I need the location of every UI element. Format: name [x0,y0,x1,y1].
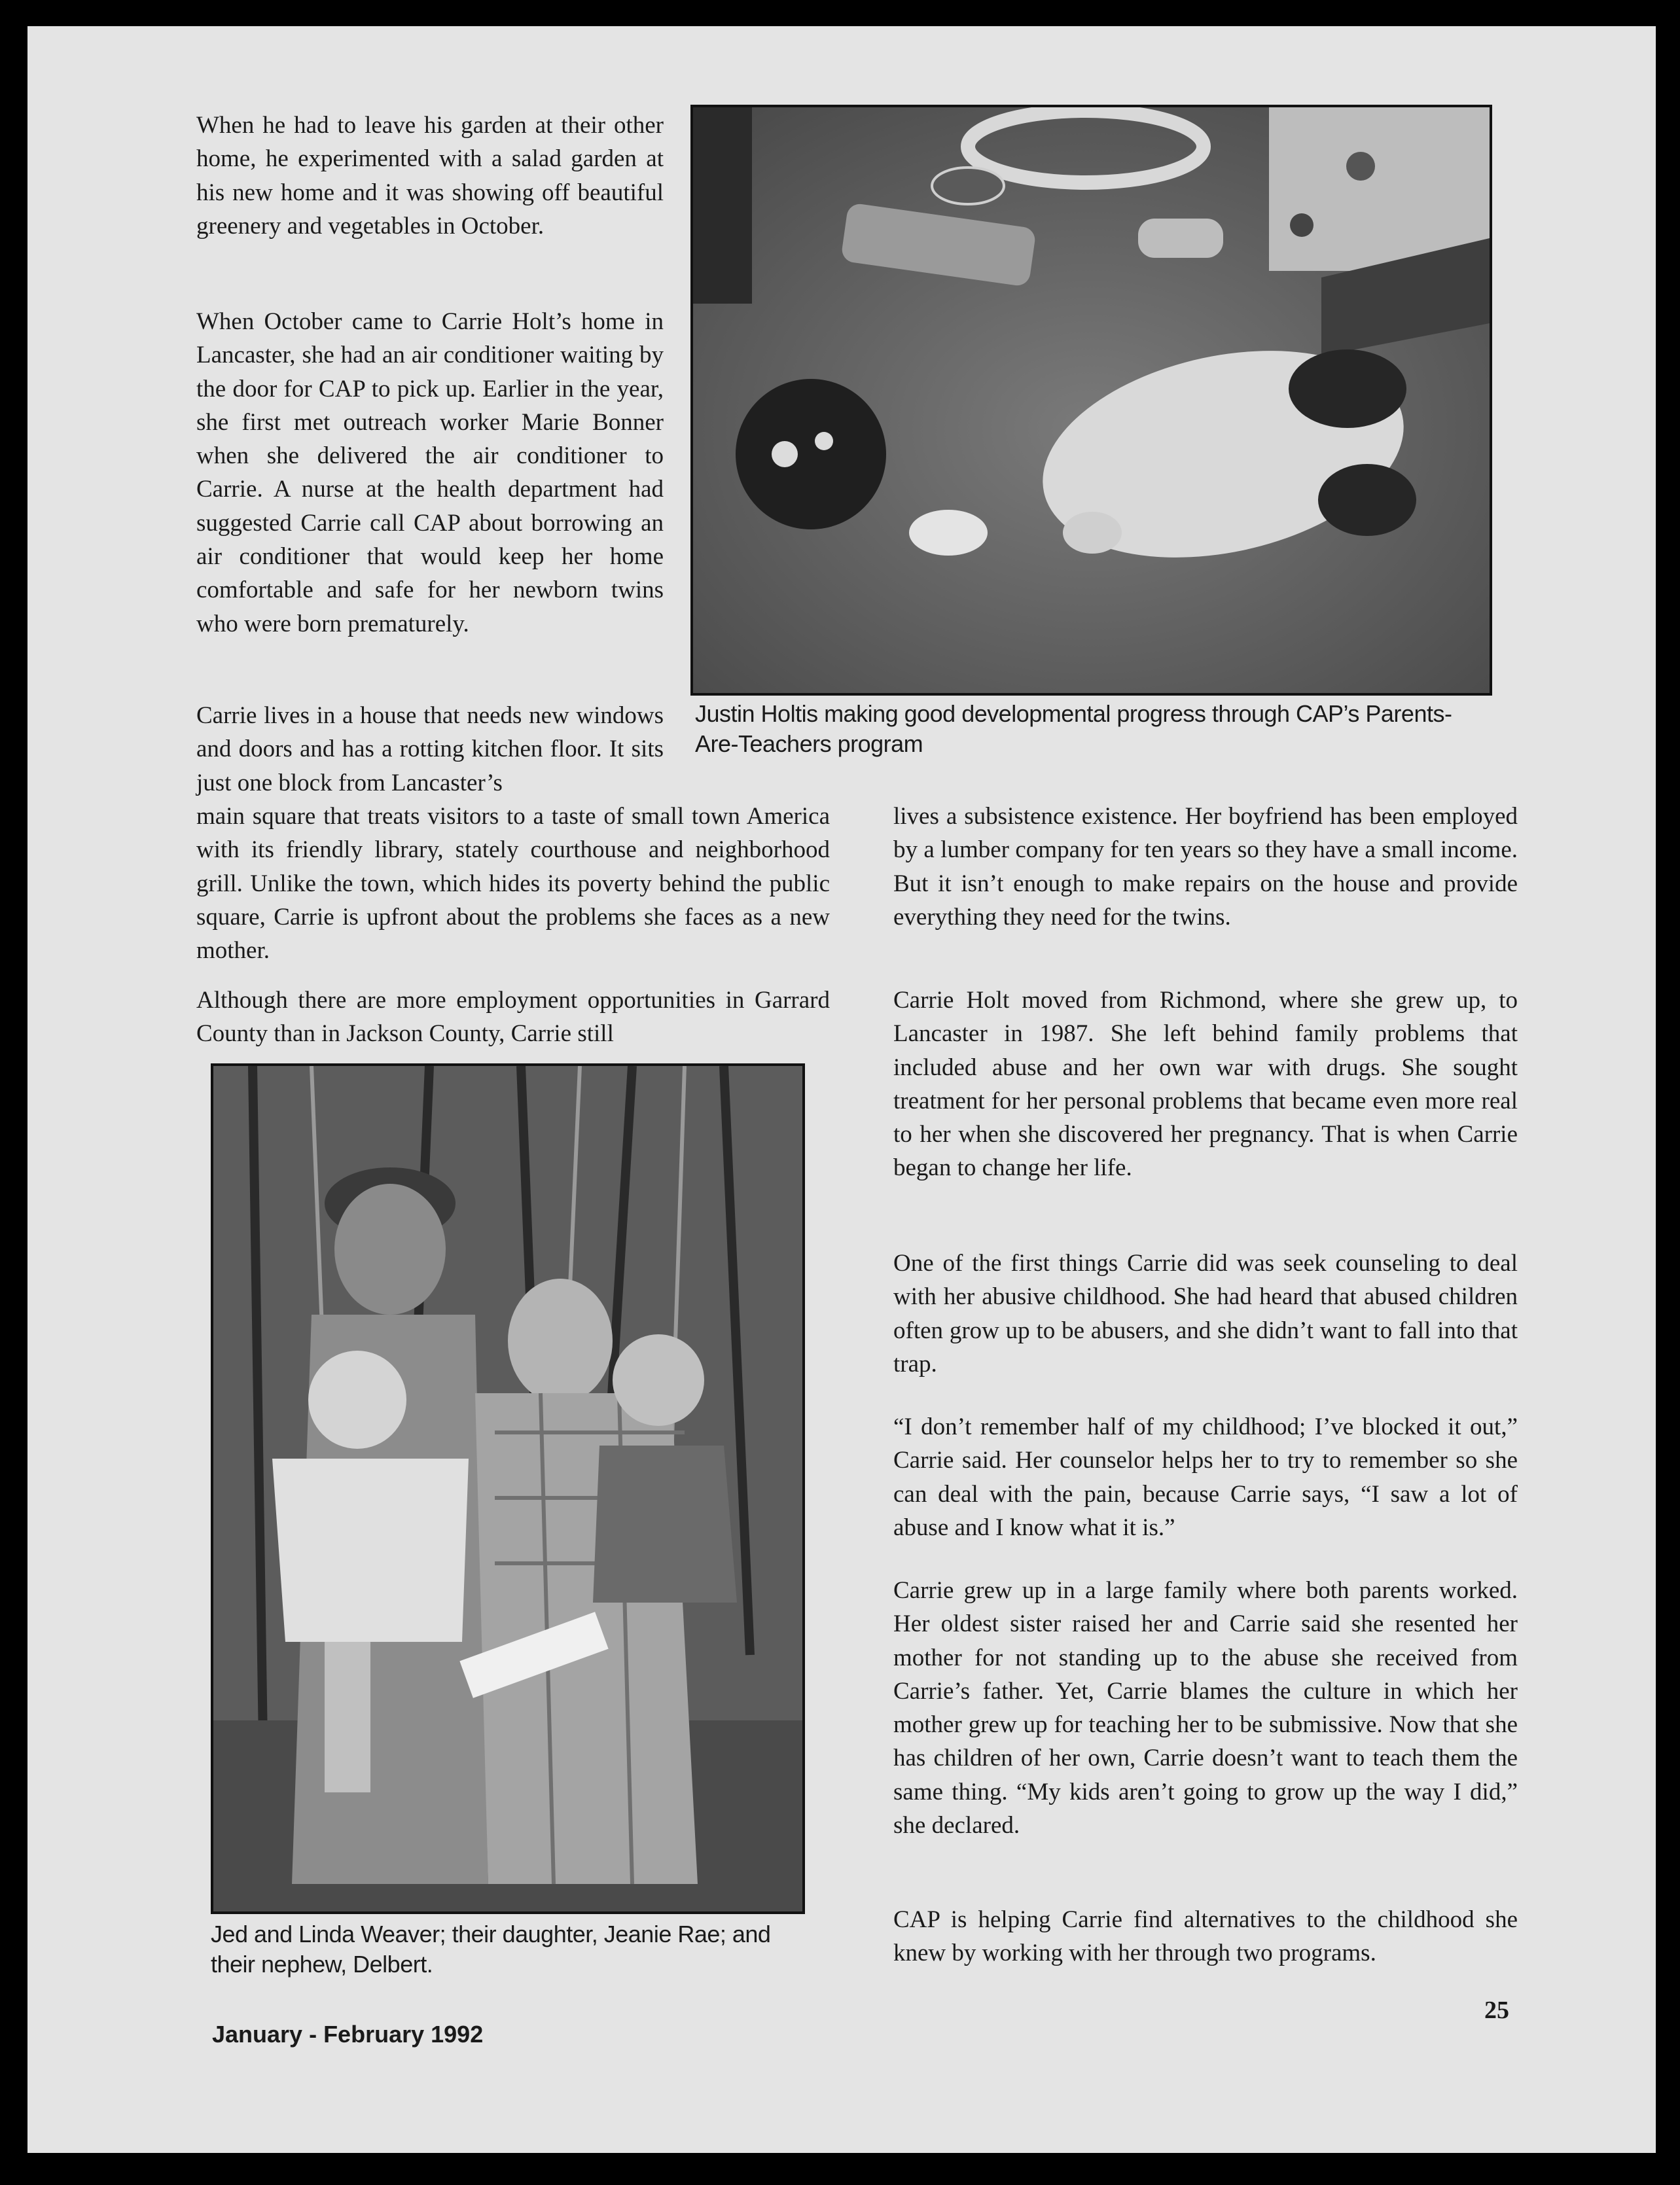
photo-caption-baby: Justin Holtis making good developmental progress through CAP’s Parents-Are-Teachers program [695,700,1452,757]
paragraph-large-family: Carrie grew up in a large family where both parents worked. Her oldest sister raised her and Carrie said she resented her mother for not standing up to the abuse she received from Carrie’s father. Yet, Carrie blames the culture in which her mother grew up for teaching her to be submissive. Now that she has children of her own, Carrie doesn’t want to teach them the same thing. “My kids aren’t going to grow up the way I did,” she declared. [893,1577,1518,1839]
issue-date: January - February 1992 [212,2021,484,2048]
page [27,26,1656,2153]
photo-caption-family: Jed and Linda Weaver; their daughter, Jeanie Rae; and their nephew, Delbert. [211,1921,771,1978]
paragraph-cap-helping: CAP is helping Carrie find alternatives to the childhood she knew by working with her through two programs. [893,1906,1518,1967]
photo-weaver-family [211,1063,805,1914]
paragraph-counseling: One of the first things Carrie did was seek counseling to deal with her abusive childhood. She had heard that abused children often grow up to be abusers, and she didn’t want to fall into that trap. [893,1250,1518,1377]
paragraph-house-needs: Carrie lives in a house that needs new windows and doors and has a rotting kitchen floor. It sits just one block from Lancaster’s [196,702,664,796]
paragraph-main-square: main square that treats visitors to a taste of small town America with its friendly library, stately courthouse and neighborhood grill. Unlike the town, which hides its poverty behind the public square, Carrie is upfront about the problems she faces as a new mother. [196,803,830,965]
paragraph-quote-childhood: “I don’t remember half of my childhood; I’ve blocked it out,” Carrie said. Her counselor helps her to try to remember so she can deal with the pain, because Carrie says, “I saw a lot of abuse and I know what it is.” [893,1413,1518,1541]
paragraph-employment: Although there are more employment opportunities in Garrard County than in Jackson County, Carrie still [196,987,830,1048]
paragraph-subsistence: lives a subsistence existence. Her boyfriend has been employed by a lumber company for ten years so they have a small income. But it isn’t enough to make repairs on the house and provide everything they need for the twins. [893,803,1518,931]
paragraph-air-conditioner: When October came to Carrie Holt’s home in Lancaster, she had an air conditioner waiting by the door for CAP to pick up. Earlier in the year, she first met outreach worker Marie Bonner when she delivered the air conditioner to Carrie. A nurse at the health department had suggested Carrie call CAP about borrowing an air conditioner that would keep her home comfortable and safe for her newborn twins who were born prematurely. [196,308,664,637]
baby-photo-image [693,107,1490,693]
family-photo-image [213,1066,802,1911]
photo-baby-on-floor [690,105,1492,696]
paragraph-moved-from-richmond: Carrie Holt moved from Richmond, where she grew up, to Lancaster in 1987. She left behind family problems that included abuse and her own war with drugs. She sought treatment for her personal problems that became even more real to her when she discovered her pregnancy. That is when Carrie began to change her life. [893,987,1518,1182]
paragraph-garden: When he had to leave his garden at their other home, he experimented with a salad garden at his new home and it was showing off beautiful greenery and vegetables in October. [196,112,664,240]
page-number: 25 [1484,1997,1509,2024]
